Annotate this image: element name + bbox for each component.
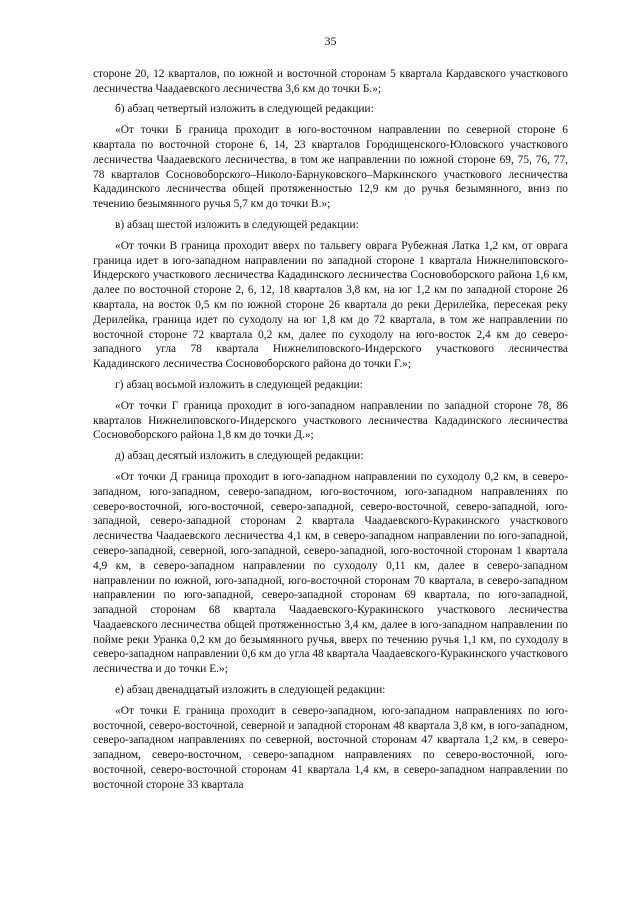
paragraph: «От точки В граница проходит вверх по тальвегу оврага Рубежная Латка 1,2 км, от оврага граница идет в юго-западном направлении по западной стороне 1 квартала Нижнелиповского-Индерского участкового лесничества Кададинского лесничества Сосновоборского района 1,6 км, далее по восточной стороне 2, 6, 12, 18 кварталов 3,8 км, на юг 1,2 км по западной стороне 26 квартала, на восток 0,5 км по южной стороне 26 квартала до реки Дерилейка, пересекая реку Дерилейка, граница идет по суходолу на юг 1,8 км до 72 квартала, в том же направлении по восточной стороне 72 квартала 0,2 км, далее по суходолу на юго-восток 2,4 км до северо-западного угла 78 квартала Нижнелиповского-Индерского участкового лесничества Кададинского лесничества Сосновоборского района до точки Г.»; — [93, 239, 568, 371]
paragraph: в) абзац шестой изложить в следующей редакции: — [115, 218, 359, 231]
paragraph: е) абзац двенадцатый изложить в следующей редакции: — [115, 684, 386, 697]
document-body — [93, 67, 568, 793]
paragraph: стороне 20, 12 кварталов, по южной и восточной сторонам 5 квартала Кардавского участкового лесничества Чаадаевского лесничества 3,6 км до точки Б.»; — [93, 67, 568, 95]
paragraph: б) абзац четвертый изложить в следующей редакции: — [115, 103, 374, 116]
paragraph: «От точки Д граница проходит в юго-западном направлении по суходолу 0,2 км, в северо-западном, юго-западном, северо-западном, юго-восточном, юго-западном направлениях по северо-восточной, юго-восточной, северо-западной, северо-восточной, северо-западной, юго-западной, северо-западной сторонам 2 квартала Чаадаевского-Куракинского участкового лесничества Чаадаевского лесничества 4,1 км, в северо-западном направлении по юго-западной, северо-западной, северной, юго-западной, северо-западной, юго-восточной сторонам 1 квартала 4,9 км, в северо-западном направлении по суходолу 0,11 км, далее в северо-западном направлении по южной, юго-западной, юго-восточной сторонам 70 квартала, в северо-западном направлении по юго-западной, северо-западной сторонам 69 квартала, по юго-западной, западной сторонам 68 квартала Чаадаевского-Куракинского участкового лесничества Чаадаевского лесничества общей протяженностью 3,4 км, далее в юго-западном направлении по пойме реки Уранка 0,2 км до безымянного ручья, вверх по течению ручья 1,1 км, по суходолу в северо-западном направлении 0,6 км до угла 48 квартала Чаадаевского-Куракинского участкового лесничества и до точки Е.»; — [93, 470, 568, 676]
page-number: 35 — [324, 34, 337, 48]
document-page — [93, 34, 568, 793]
paragraph: «От точки Е граница проходит в северо-западном, юго-западном направлениях по юго-восточной, северо-восточной, северной и западной сторонам 48 квартала 3,8 км, в юго-западном, северо-западном направлениях по северной, восточной сторонам 47 квартала 1,2 км, в северо-западном, северо-восточном, северо-западном направлениях по северо-восточной, юго-восточной, северо-восточной сторонам 41 квартала 1,4 км, в северо-западном направлении по восточной стороне 33 квартала — [93, 704, 568, 791]
paragraph: г) абзац восьмой изложить в следующей редакции: — [115, 378, 363, 391]
paragraph: д) абзац десятый изложить в следующей редакции: — [115, 450, 364, 463]
paragraph: «От точки Б граница проходит в юго-восточном направлении по северной стороне 6 квартала по восточной стороне 6, 14, 23 кварталов Городищенского-Юловского участкового лесничества Чаадаевского лесничества, в том же направлении по южной стороне 69, 75, 76, 77, 78 кварталов Сосновоборского–Николо-Барнуковского–Маркинского участкового лесничества Кададинского лесничества общей протяженностью 12,9 км до ручья безымянного, вниз по течению безымянного ручья 5,7 км до точки В.»; — [93, 124, 568, 211]
paragraph: «От точки Г граница проходит в юго-западном направлении по западной стороне 78, 86 кварталов Нижнелиповского-Индерского участкового лесничества Кададинского лесничества Сосновоборского района 1,8 км до точки Д.»; — [93, 399, 568, 442]
